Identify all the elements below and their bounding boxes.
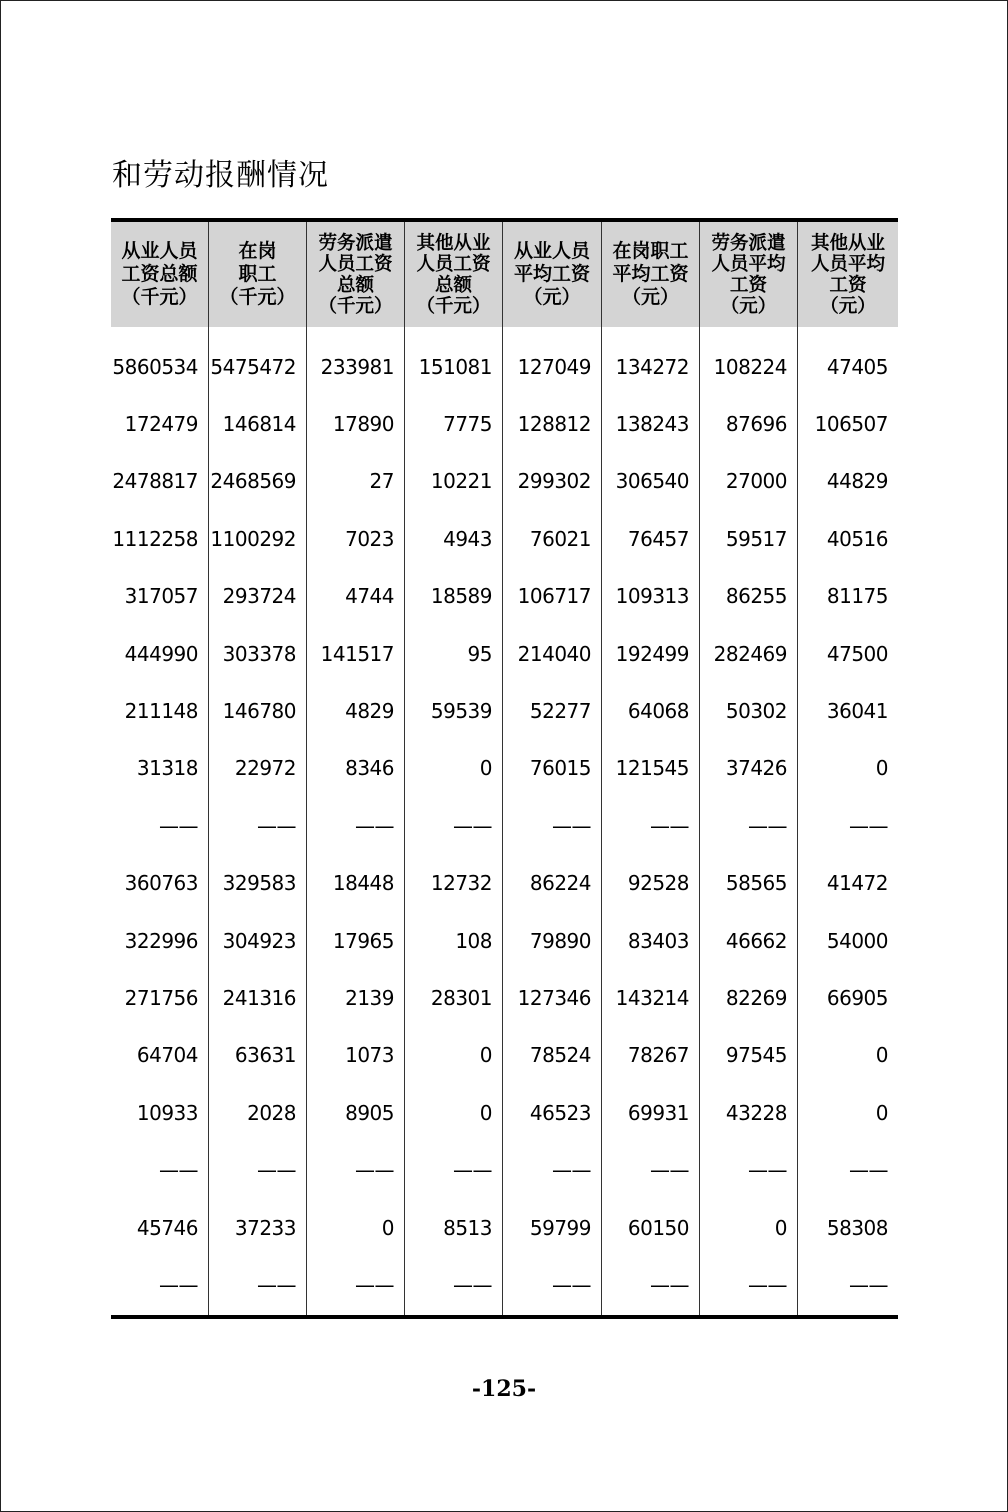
- table-cell: 0: [479, 1100, 492, 1125]
- table-cell: ——: [748, 1272, 787, 1297]
- table-row: [111, 855, 898, 912]
- table-cell: ——: [453, 1272, 492, 1297]
- table-cell: 69931: [627, 1100, 689, 1125]
- table-cell: ——: [849, 813, 888, 838]
- table-cell: 41472: [826, 871, 888, 896]
- table-cell: 81175: [826, 584, 888, 609]
- table-cell: 63631: [234, 1043, 296, 1068]
- table-cell: 1100292: [210, 526, 296, 551]
- table-cell: 8905: [345, 1100, 394, 1125]
- table-cell: ——: [650, 813, 689, 838]
- table-cell: 211148: [124, 698, 198, 723]
- table-row: [111, 1084, 898, 1141]
- table-cell: 2478817: [112, 469, 198, 494]
- table-cell: 141517: [320, 641, 394, 666]
- table-cell: 121545: [615, 756, 689, 781]
- table-cell: 444990: [124, 641, 198, 666]
- table-cell: 233981: [320, 354, 394, 379]
- table-cell: 78524: [529, 1043, 591, 1068]
- table-cell: ——: [257, 1272, 296, 1297]
- table-row: [111, 453, 898, 510]
- table-row: [111, 682, 898, 739]
- table-cell: 64704: [136, 1043, 198, 1068]
- table-cell: 109313: [615, 584, 689, 609]
- table-cell: 0: [774, 1215, 787, 1240]
- table-cell: 37233: [234, 1215, 296, 1240]
- table-cell: 106717: [517, 584, 591, 609]
- table-cell: 86224: [529, 871, 591, 896]
- table-cell: ——: [355, 813, 394, 838]
- table-cell: 47405: [826, 354, 888, 379]
- table-cell: 60150: [627, 1215, 689, 1240]
- table-row: [111, 1142, 898, 1199]
- table-cell: ——: [355, 1158, 394, 1183]
- table-cell: 317057: [124, 584, 198, 609]
- table-row: [111, 625, 898, 682]
- table-cell: 79890: [529, 928, 591, 953]
- table-cell: 22972: [234, 756, 296, 781]
- table-cell: 241316: [222, 985, 296, 1010]
- table-cell: 0: [381, 1215, 394, 1240]
- table-cell: 4829: [345, 698, 394, 723]
- table-cell: 18448: [332, 871, 394, 896]
- table-row: [111, 740, 898, 797]
- table-cell: 282469: [713, 641, 787, 666]
- table-cell: ——: [257, 813, 296, 838]
- table-cell: 1112258: [112, 526, 198, 551]
- table-cell: 31318: [136, 756, 198, 781]
- table-cell: ——: [159, 1272, 198, 1297]
- statistics-table: [111, 218, 898, 1319]
- table-cell: 59799: [529, 1215, 591, 1240]
- table-cell: ——: [159, 813, 198, 838]
- table-cell: 134272: [615, 354, 689, 379]
- table-cell: 146814: [222, 411, 296, 436]
- table-cell: 2139: [345, 985, 394, 1010]
- table-cell: ——: [552, 1158, 591, 1183]
- table-cell: 27000: [725, 469, 787, 494]
- table-cell: ——: [453, 813, 492, 838]
- table-cell: ——: [552, 1272, 591, 1297]
- table-row: [111, 797, 898, 854]
- table-cell: 52277: [529, 698, 591, 723]
- table-cell: 127049: [517, 354, 591, 379]
- table-cell: 40516: [826, 526, 888, 551]
- table-row: [111, 969, 898, 1026]
- table-cell: 66905: [826, 985, 888, 1010]
- table-cell: 50302: [725, 698, 787, 723]
- header-avg-wage: 从业人员 平均工资 （元）: [513, 240, 590, 308]
- table-cell: 27: [369, 469, 394, 494]
- table-cell: 2468569: [210, 469, 296, 494]
- table-cell: 76457: [627, 526, 689, 551]
- header-other-avg-wage: 其他从业 人员平均 工资 （元）: [810, 232, 885, 317]
- table-cell: ——: [650, 1272, 689, 1297]
- table-cell: 4744: [345, 584, 394, 609]
- table-row: [111, 395, 898, 452]
- table-row: [111, 338, 898, 395]
- table-cell: 43228: [725, 1100, 787, 1125]
- table-row: [111, 510, 898, 567]
- table-cell: 17965: [332, 928, 394, 953]
- page-number: -125-: [471, 1376, 537, 1402]
- table-cell: 8346: [345, 756, 394, 781]
- table-cell: 293724: [222, 584, 296, 609]
- table-cell: 0: [479, 756, 492, 781]
- table-cell: 106507: [814, 411, 888, 436]
- table-cell: 97545: [725, 1043, 787, 1068]
- table-cell: 127346: [517, 985, 591, 1010]
- table-cell: 271756: [124, 985, 198, 1010]
- table-cell: 0: [479, 1043, 492, 1068]
- table-cell: ——: [748, 1158, 787, 1183]
- table-cell: 37426: [725, 756, 787, 781]
- table-row: [111, 1256, 898, 1313]
- table-cell: 329583: [222, 871, 296, 896]
- table-cell: 46662: [725, 928, 787, 953]
- table-cell: 303378: [222, 641, 296, 666]
- table-cell: 8513: [443, 1215, 492, 1240]
- table-cell: 304923: [222, 928, 296, 953]
- table-row: [111, 1199, 898, 1256]
- table-cell: 47500: [826, 641, 888, 666]
- table-cell: 17890: [332, 411, 394, 436]
- table-cell: 45746: [136, 1215, 198, 1240]
- table-cell: 58308: [826, 1215, 888, 1240]
- table-cell: 108: [455, 928, 492, 953]
- table-cell: 306540: [615, 469, 689, 494]
- table-cell: 59517: [725, 526, 787, 551]
- table-cell: 138243: [615, 411, 689, 436]
- table-cell: 82269: [725, 985, 787, 1010]
- table-cell: 64068: [627, 698, 689, 723]
- table-bottom-rule: [111, 1315, 898, 1319]
- table-cell: ——: [650, 1158, 689, 1183]
- table-cell: 58565: [725, 871, 787, 896]
- table-cell: 76015: [529, 756, 591, 781]
- table-cell: 4943: [443, 526, 492, 551]
- table-cell: 143214: [615, 985, 689, 1010]
- table-cell: 0: [875, 756, 888, 781]
- table-cell: 10221: [430, 469, 492, 494]
- table-cell: 95: [467, 641, 492, 666]
- table-cell: 192499: [615, 641, 689, 666]
- table-cell: 146780: [222, 698, 296, 723]
- table-cell: 322996: [124, 928, 198, 953]
- table-cell: 1073: [345, 1043, 394, 1068]
- table-cell: 78267: [627, 1043, 689, 1068]
- table-cell: 46523: [529, 1100, 591, 1125]
- table-cell: 18589: [430, 584, 492, 609]
- table-cell: 5475472: [210, 354, 296, 379]
- table-row: [111, 568, 898, 625]
- table-cell: 360763: [124, 871, 198, 896]
- table-cell: 86255: [725, 584, 787, 609]
- table-row: [111, 1027, 898, 1084]
- table-cell: 7023: [345, 526, 394, 551]
- table-cell: 0: [875, 1100, 888, 1125]
- table-cell: ——: [453, 1158, 492, 1183]
- header-total-wages: 从业人员 工资总额 （千元）: [121, 240, 198, 308]
- table-cell: 151081: [418, 354, 492, 379]
- page-title: 和劳动报酬情况: [112, 158, 329, 193]
- table-cell: 10933: [136, 1100, 198, 1125]
- table-cell: 83403: [627, 928, 689, 953]
- table-cell: 44829: [826, 469, 888, 494]
- table-cell: 0: [875, 1043, 888, 1068]
- header-dispatch-avg-wage: 劳务派遣 人员平均 工资 （元）: [711, 232, 786, 317]
- table-cell: 128812: [517, 411, 591, 436]
- table-cell: ——: [552, 813, 591, 838]
- table-cell: ——: [257, 1158, 296, 1183]
- header-onpost-avg-wage: 在岗职工 平均工资 （元）: [612, 240, 689, 308]
- table-cell: 87696: [725, 411, 787, 436]
- table-cell: ——: [355, 1272, 394, 1297]
- table-cell: 5860534: [112, 354, 198, 379]
- table-cell: 172479: [124, 411, 198, 436]
- table-cell: ——: [748, 813, 787, 838]
- header-onpost-wages: 在岗 职工 （千元）: [219, 240, 296, 308]
- table-cell: ——: [849, 1158, 888, 1183]
- table-cell: 2028: [247, 1100, 296, 1125]
- table-cell: ——: [849, 1272, 888, 1297]
- table-cell: 59539: [430, 698, 492, 723]
- table-cell: 299302: [517, 469, 591, 494]
- table-cell: 108224: [713, 354, 787, 379]
- header-dispatch-wages: 劳务派遣 人员工资 总额 （千元）: [318, 232, 393, 317]
- table-cell: ——: [159, 1158, 198, 1183]
- table-cell: 28301: [430, 985, 492, 1010]
- table-cell: 12732: [430, 871, 492, 896]
- table-cell: 92528: [627, 871, 689, 896]
- table-cell: 214040: [517, 641, 591, 666]
- header-other-wages: 其他从业 人员工资 总额 （千元）: [416, 232, 491, 317]
- table-cell: 76021: [529, 526, 591, 551]
- table-cell: 7775: [443, 411, 492, 436]
- table-cell: 36041: [826, 698, 888, 723]
- table-row: [111, 912, 898, 969]
- table-cell: 54000: [826, 928, 888, 953]
